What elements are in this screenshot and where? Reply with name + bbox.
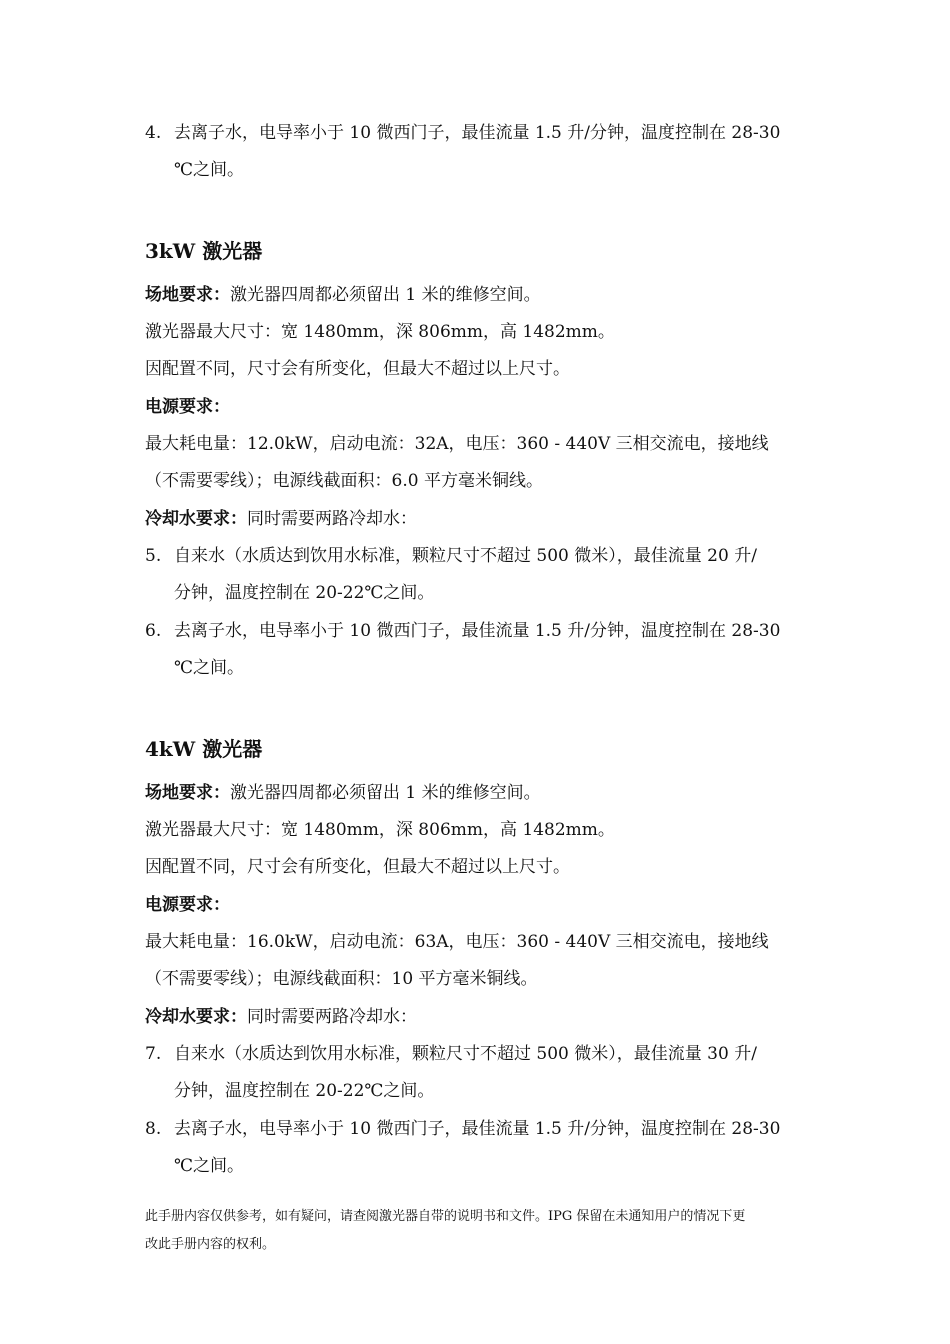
power-spec-line2: （不需要零线）；电源线截面积：10 平方毫米铜线。: [145, 969, 538, 989]
site-label: 场地要求：: [145, 285, 230, 305]
list-number: 8.: [145, 1119, 162, 1139]
site-text: 激光器四周都必须留出 1 米的维修空间。: [230, 285, 541, 305]
section-title-3kw: 3kW 激光器: [145, 239, 263, 263]
power-spec-line1: 最大耗电量：16.0kW，启动电流：63A，电压：360 - 440V 三相交流电，接地线: [145, 932, 769, 952]
list-number: 4.: [145, 123, 162, 143]
power-label: 电源要求：: [145, 895, 230, 915]
power-spec-line2: （不需要零线）；电源线截面积：6.0 平方毫米铜线。: [145, 471, 543, 491]
site-requirement: [145, 283, 541, 307]
max-size-text: 激光器最大尺寸：宽 1480mm，深 806mm，高 1482mm。: [145, 820, 615, 840]
cooling-text: 同时需要两路冷却水：: [247, 1007, 417, 1027]
list-text: 自来水（水质达到饮用水标准，颗粒尺寸不超过 500 微米），最佳流量 30 升/: [174, 1044, 757, 1064]
footer-note-line1: 此手册内容仅供参考，如有疑问，请查阅激光器自带的说明书和文件。IPG 保留在未通知用户的情况下更: [145, 1209, 746, 1224]
footer-note-line2: 改此手册内容的权利。: [145, 1237, 276, 1252]
list-text: 分钟，温度控制在 20-22℃之间。: [174, 583, 435, 603]
list-text: ℃之间。: [174, 1156, 245, 1176]
cooling-requirement: [145, 507, 417, 531]
list-text: 自来水（水质达到饮用水标准，颗粒尺寸不超过 500 微米），最佳流量 20 升/: [174, 546, 757, 566]
max-size-text: 激光器最大尺寸：宽 1480mm，深 806mm，高 1482mm。: [145, 322, 615, 342]
section-title-4kw: 4kW 激光器: [145, 737, 263, 761]
list-text: 去离子水，电导率小于 10 微西门子，最佳流量 1.5 升/分钟，温度控制在 28-30: [174, 123, 781, 143]
cooling-requirement: [145, 1005, 417, 1029]
list-number: 6.: [145, 621, 162, 641]
list-number: 5.: [145, 546, 162, 566]
cooling-label: 冷却水要求：: [145, 509, 247, 529]
list-text: ℃之间。: [174, 658, 245, 678]
list-number: 7.: [145, 1044, 162, 1064]
list-text: 去离子水，电导率小于 10 微西门子，最佳流量 1.5 升/分钟，温度控制在 28-30: [174, 1119, 781, 1139]
power-label: 电源要求：: [145, 397, 230, 417]
cooling-text: 同时需要两路冷却水：: [247, 509, 417, 529]
site-requirement: [145, 781, 541, 805]
power-spec-line1: 最大耗电量：12.0kW，启动电流：32A，电压：360 - 440V 三相交流电，接地线: [145, 434, 769, 454]
config-note: 因配置不同，尺寸会有所变化，但最大不超过以上尺寸。: [145, 857, 570, 877]
cooling-label: 冷却水要求：: [145, 1007, 247, 1027]
config-note: 因配置不同，尺寸会有所变化，但最大不超过以上尺寸。: [145, 359, 570, 379]
list-text: ℃之间。: [174, 160, 245, 180]
list-text: 去离子水，电导率小于 10 微西门子，最佳流量 1.5 升/分钟，温度控制在 28-30: [174, 621, 781, 641]
site-label: 场地要求：: [145, 783, 230, 803]
site-text: 激光器四周都必须留出 1 米的维修空间。: [230, 783, 541, 803]
list-text: 分钟，温度控制在 20-22℃之间。: [174, 1081, 435, 1101]
